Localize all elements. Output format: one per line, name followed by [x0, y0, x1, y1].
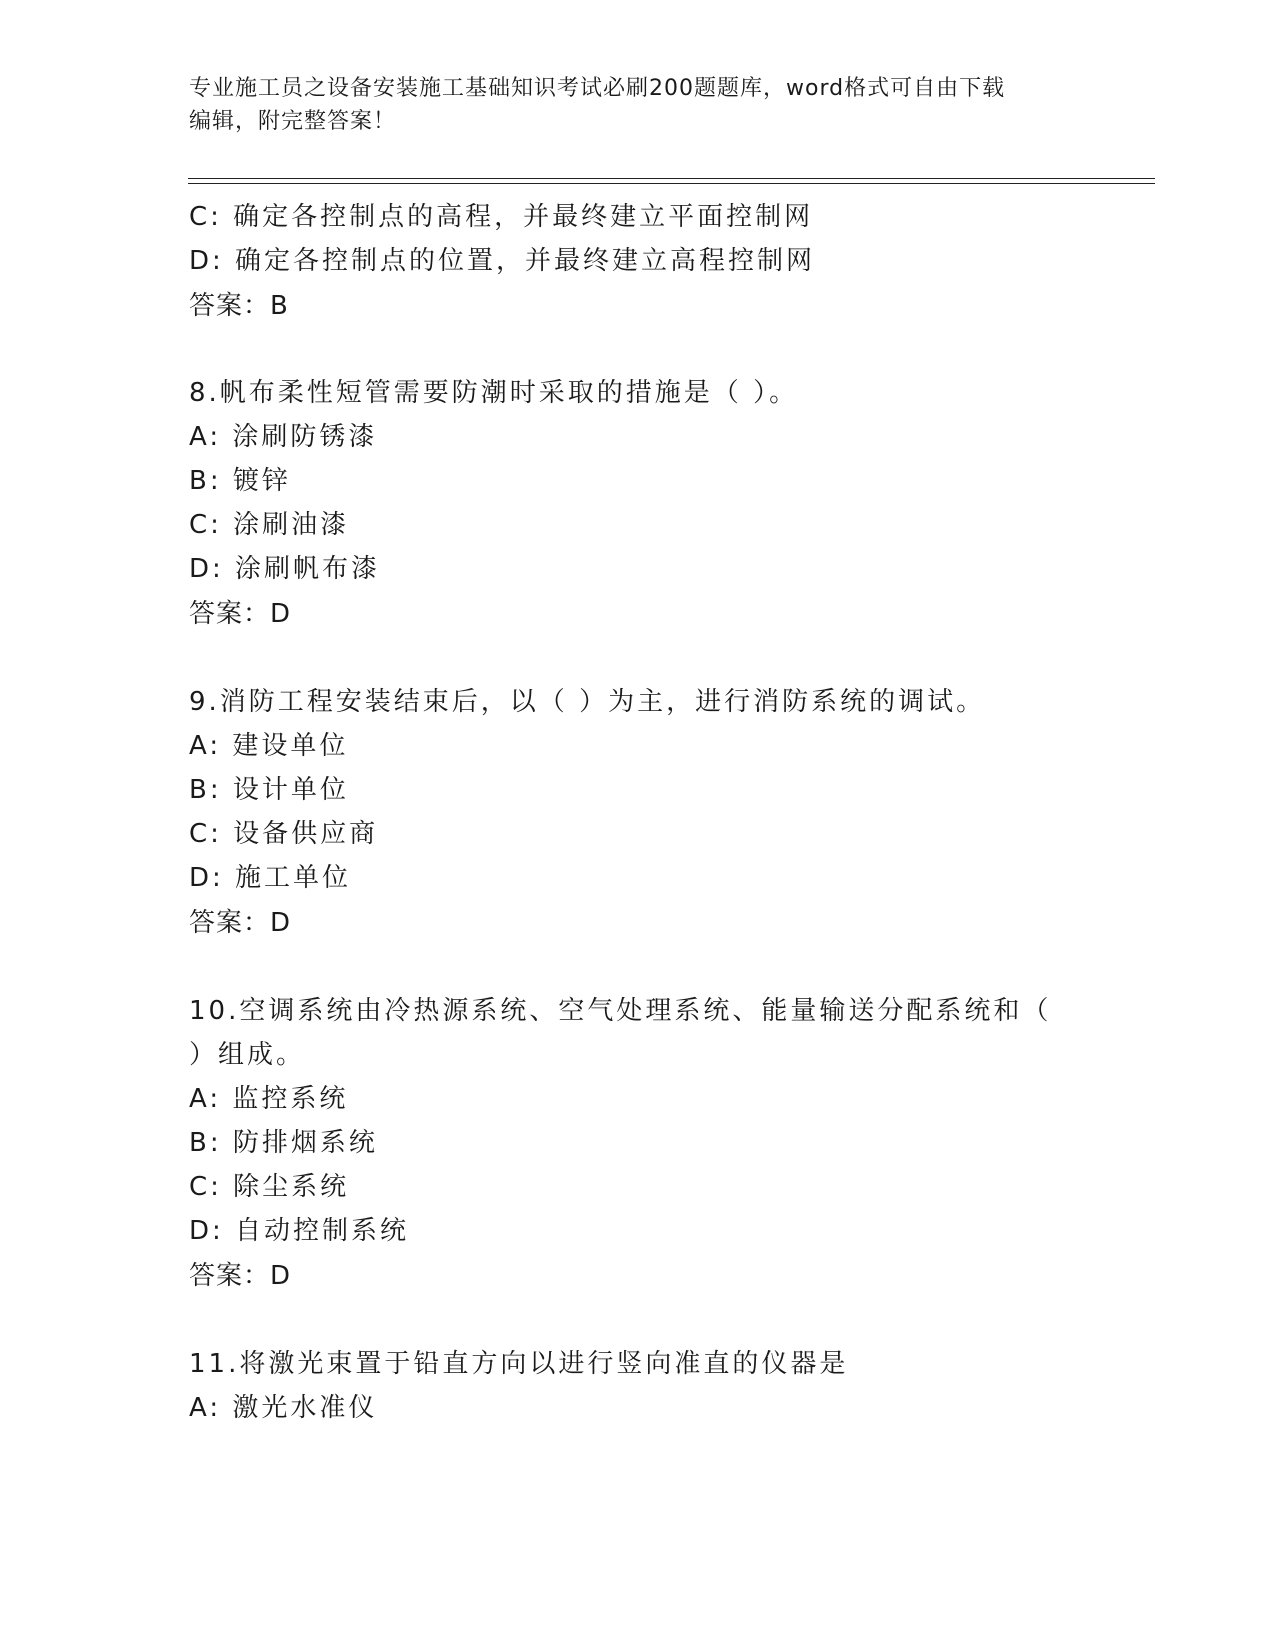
- option-b: B: 防排烟系统: [189, 1128, 378, 1158]
- header-divider-top: [188, 178, 1155, 179]
- option-a: A: 涂刷防锈漆: [189, 422, 378, 452]
- question-stem-line-2: ）组成。: [189, 1040, 306, 1070]
- answer-line: 答案：D: [189, 599, 292, 629]
- question-stem: 11.将激光束置于铅直方向以进行竖向准直的仪器是: [189, 1349, 849, 1379]
- option-a: A: 建设单位: [189, 731, 349, 761]
- option-c: C: 涂刷油漆: [189, 510, 350, 540]
- option-c: C: 除尘系统: [189, 1172, 350, 1202]
- option-c: C: 设备供应商: [189, 819, 379, 849]
- answer-line: 答案：D: [189, 1261, 292, 1291]
- option-b: B: 设计单位: [189, 775, 349, 805]
- option-a: A: 监控系统: [189, 1084, 349, 1114]
- document-header: [189, 72, 1089, 138]
- option-d: D: 自动控制系统: [189, 1216, 410, 1246]
- question-stem: 9.消防工程安装结束后，以（ ）为主，进行消防系统的调试。: [189, 687, 986, 717]
- option-a: A: 激光水准仪: [189, 1393, 378, 1423]
- answer-line: 答案：B: [189, 291, 289, 321]
- option-d: D: 确定各控制点的位置，并最终建立高程控制网: [189, 246, 816, 276]
- header-divider-bottom: [188, 183, 1155, 184]
- option-c: C: 确定各控制点的高程，并最终建立平面控制网: [189, 202, 814, 232]
- question-stem-line-1: 10.空调系统由冷热源系统、空气处理系统、能量输送分配系统和（: [189, 996, 1052, 1026]
- answer-line: 答案：D: [189, 908, 292, 938]
- question-stem: 8.帆布柔性短管需要防潮时采取的措施是（ ）。: [189, 378, 799, 408]
- header-title-line-1: 专业施工员之设备安装施工基础知识考试必刷200题题库，word格式可自由下载: [189, 76, 1006, 101]
- option-d: D: 涂刷帆布漆: [189, 554, 381, 584]
- option-d: D: 施工单位: [189, 863, 352, 893]
- option-b: B: 镀锌: [189, 466, 291, 496]
- header-title-line-2: 编辑，附完整答案！: [189, 109, 397, 134]
